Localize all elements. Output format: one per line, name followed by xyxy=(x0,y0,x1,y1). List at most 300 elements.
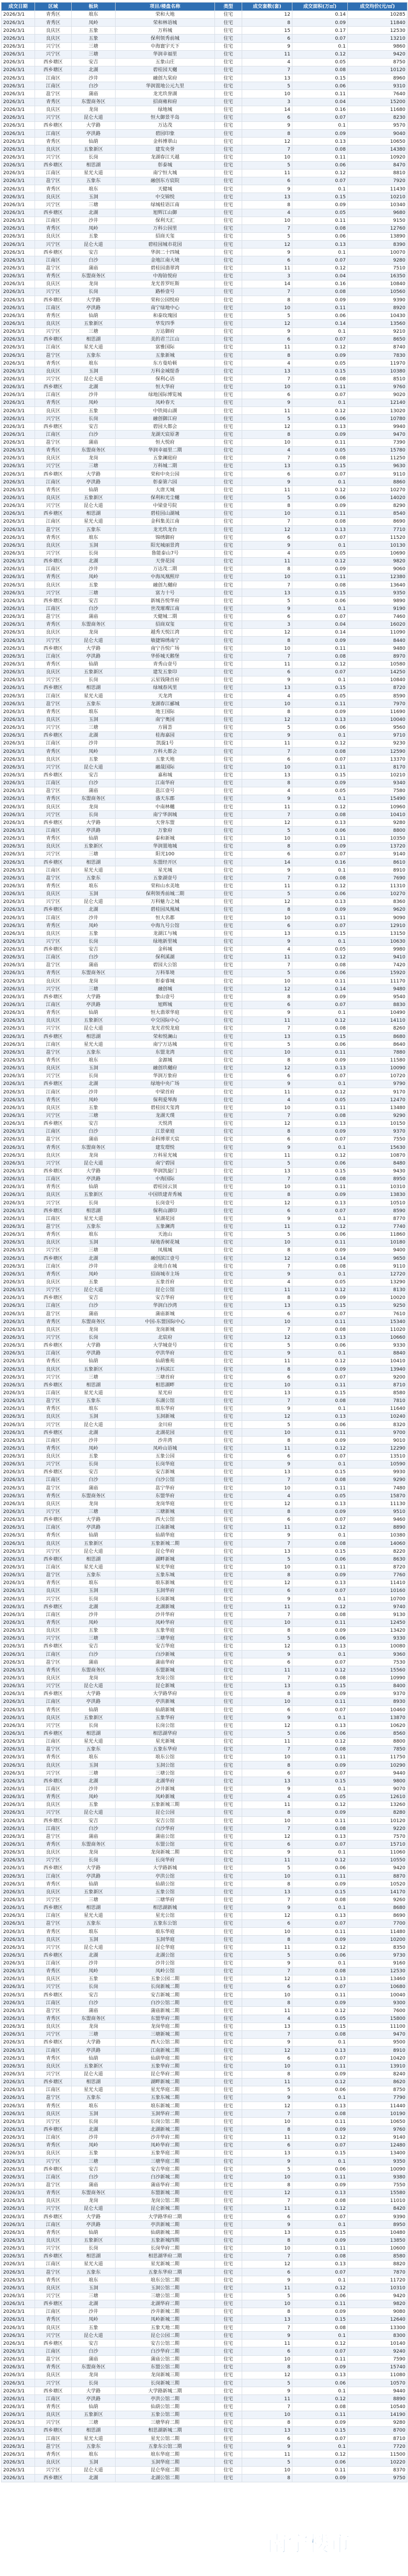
price-cell: 8920 xyxy=(348,304,407,312)
date-cell: 2026/3/1 xyxy=(2,42,35,50)
area-cell: 三塘 xyxy=(72,2030,116,2038)
area-size-cell: 0.05 xyxy=(292,359,348,367)
district-cell: 青秀区 xyxy=(35,795,72,803)
date-cell: 2026/3/1 xyxy=(2,90,35,98)
area-cell: 长岗 xyxy=(72,1199,116,1207)
project-cell: 三塘华府 xyxy=(116,1896,215,1904)
units-cell: 10 xyxy=(242,2118,292,2126)
area-size-cell: 0.13 xyxy=(292,898,348,906)
district-cell: 邕宁区 xyxy=(35,1833,72,1840)
area-cell: 相思湖 xyxy=(72,2078,116,2086)
area-cell: 沙井 xyxy=(72,1611,116,1619)
area-cell: 凤岭 xyxy=(72,748,116,755)
area-cell: 长岗 xyxy=(72,549,116,557)
district-cell: 江南区 xyxy=(35,1349,72,1357)
table-row xyxy=(2,288,407,296)
price-cell: 8510 xyxy=(348,375,407,383)
type-cell: 住宅 xyxy=(215,193,242,201)
type-cell: 住宅 xyxy=(215,898,242,906)
area-size-cell: 0.08 xyxy=(292,1825,348,1833)
date-cell: 2026/3/1 xyxy=(2,755,35,763)
area-size-cell: 0.15 xyxy=(292,2023,348,2030)
date-cell: 2026/3/1 xyxy=(2,1381,35,1389)
type-cell: 住宅 xyxy=(215,1809,242,1816)
table-row xyxy=(2,2315,407,2323)
price-cell: 7420 xyxy=(348,961,407,969)
date-cell: 2026/3/1 xyxy=(2,1294,35,1302)
area-size-cell: 0.1 xyxy=(292,2094,348,2102)
date-cell: 2026/3/1 xyxy=(2,1658,35,1666)
area-size-cell: 0.07 xyxy=(292,1452,348,1460)
type-cell: 住宅 xyxy=(215,1864,242,1872)
price-cell: 9650 xyxy=(348,1255,407,1262)
area-cell: 三塘 xyxy=(72,2419,116,2426)
district-cell: 青秀区 xyxy=(35,224,72,232)
area-size-cell: 0.12 xyxy=(292,2284,348,2292)
area-size-cell: 0.15 xyxy=(292,1033,348,1041)
date-cell: 2026/3/1 xyxy=(2,1904,35,1912)
project-cell: 嘉和城 xyxy=(116,771,215,779)
date-cell: 2026/3/1 xyxy=(2,779,35,787)
date-cell: 2026/3/1 xyxy=(2,1563,35,1571)
area-cell: 埌东 xyxy=(72,534,116,541)
area-size-cell: 0.07 xyxy=(292,850,348,858)
price-cell: 8220 xyxy=(348,1547,407,1555)
project-cell: 天悦湾 xyxy=(116,1120,215,1127)
area-size-cell: 0.16 xyxy=(292,858,348,866)
units-cell: 8 xyxy=(242,19,292,27)
table-row xyxy=(2,423,407,431)
project-cell: 三塘新城二期 xyxy=(116,2030,215,2038)
area-cell: 亭洪路 xyxy=(72,2221,116,2229)
date-cell: 2026/3/1 xyxy=(2,1642,35,1650)
area-size-cell: 0.09 xyxy=(292,2308,348,2315)
project-cell: 星光城 xyxy=(116,866,215,874)
area-size-cell: 0.08 xyxy=(292,288,348,296)
type-cell: 住宅 xyxy=(215,1437,242,1444)
area-cell: 仙葫 xyxy=(72,1706,116,1714)
units-cell: 3 xyxy=(242,272,292,280)
area-cell: 北湖 xyxy=(72,731,116,739)
units-cell: 8 xyxy=(242,1571,292,1579)
district-cell: 西乡塘区 xyxy=(35,1341,72,1349)
district-cell: 西乡塘区 xyxy=(35,906,72,913)
units-cell: 7 xyxy=(242,1967,292,1975)
units-cell: 9 xyxy=(242,1460,292,1468)
project-cell: 沙井华府 xyxy=(116,1611,215,1619)
table-row xyxy=(2,2419,407,2426)
project-cell: 昆仑华府 xyxy=(116,1547,215,1555)
price-cell: 9700 xyxy=(348,1429,407,1437)
area-cell: 三塘 xyxy=(72,1896,116,1904)
area-cell: 玉洞 xyxy=(72,1936,116,1944)
district-cell: 邕宁区 xyxy=(35,613,72,620)
units-cell: 12 xyxy=(242,628,292,636)
area-cell: 大学路 xyxy=(72,645,116,652)
price-cell: 8950 xyxy=(348,1175,407,1183)
type-cell: 住宅 xyxy=(215,1365,242,1373)
area-size-cell: 0.06 xyxy=(292,161,348,169)
table-row xyxy=(2,1025,407,1033)
table-row xyxy=(2,1651,407,1658)
units-cell: 10 xyxy=(242,304,292,312)
area-cell: 白沙 xyxy=(72,953,116,961)
district-cell: 良庆区 xyxy=(35,842,72,850)
price-cell: 10080 xyxy=(348,1642,407,1650)
area-cell: 蒲庙 xyxy=(72,787,116,795)
area-size-cell: 0.09 xyxy=(292,431,348,438)
type-cell: 住宅 xyxy=(215,2181,242,2189)
district-cell: 青秀区 xyxy=(35,1405,72,1413)
area-cell: 埌东 xyxy=(72,1753,116,1761)
price-cell: 13940 xyxy=(348,1365,407,1373)
table-row xyxy=(2,2023,407,2030)
project-cell: 金科博翠山 xyxy=(116,138,215,145)
type-cell: 住宅 xyxy=(215,50,242,58)
table-row xyxy=(2,2252,407,2260)
price-cell: 15800 xyxy=(348,2015,407,2023)
project-cell: 荣和悦澜山 xyxy=(116,1033,215,1041)
date-cell: 2026/3/1 xyxy=(2,1223,35,1230)
project-cell: 恒大名都 xyxy=(116,914,215,922)
project-cell: 融创城 xyxy=(116,985,215,993)
type-cell: 住宅 xyxy=(215,1777,242,1785)
date-cell: 2026/3/1 xyxy=(2,945,35,953)
price-cell: 7480 xyxy=(348,1484,407,1492)
area-size-cell: 0.1 xyxy=(292,605,348,613)
district-cell: 邕宁区 xyxy=(35,1397,72,1405)
table-row xyxy=(2,1413,407,1420)
price-cell: 13720 xyxy=(348,842,407,850)
area-cell: 龙岗 xyxy=(72,628,116,636)
type-cell: 住宅 xyxy=(215,304,242,312)
project-cell: 碧桂园天樾 xyxy=(116,66,215,74)
table-row xyxy=(2,1357,407,1365)
project-cell: 东盟华府二期 xyxy=(116,2015,215,2023)
units-cell: 10 xyxy=(242,1563,292,1571)
units-cell: 9 xyxy=(242,1959,292,1967)
project-cell: 北湖新城 xyxy=(116,1603,215,1611)
table-row xyxy=(2,312,407,320)
project-cell: 江南新城二期 xyxy=(116,2047,215,2054)
date-cell: 2026/3/1 xyxy=(2,890,35,898)
table-row xyxy=(2,2268,407,2276)
table-row xyxy=(2,272,407,280)
date-cell: 2026/3/1 xyxy=(2,1626,35,1634)
area-cell: 龙岗 xyxy=(72,1674,116,1682)
price-cell: 8690 xyxy=(348,518,407,526)
date-cell: 2026/3/1 xyxy=(2,1777,35,1785)
project-cell: 碧桂园云顶 xyxy=(116,1183,215,1191)
area-size-cell: 0.11 xyxy=(292,1429,348,1437)
table-row xyxy=(2,1555,407,1563)
date-cell: 2026/3/1 xyxy=(2,2340,35,2347)
date-cell: 2026/3/1 xyxy=(2,811,35,819)
district-cell: 江南区 xyxy=(35,1651,72,1658)
table-row xyxy=(2,1302,407,1309)
price-cell: 9020 xyxy=(348,391,407,399)
district-cell: 良庆区 xyxy=(35,628,72,636)
area-cell: 五象 xyxy=(72,35,116,42)
units-cell: 5 xyxy=(242,82,292,90)
area-size-cell: 0.09 xyxy=(292,296,348,304)
district-cell: 邕宁区 xyxy=(35,1310,72,1318)
project-cell: 龙岗公馆 xyxy=(116,1674,215,1682)
date-cell: 2026/3/1 xyxy=(2,518,35,526)
project-cell: 东盟新城 xyxy=(116,1666,215,1674)
area-cell: 安吉 xyxy=(72,597,116,605)
type-cell: 住宅 xyxy=(215,1025,242,1033)
table-row xyxy=(2,2395,407,2403)
project-cell: 方圆荟 xyxy=(116,724,215,731)
area-cell: 蒲庙 xyxy=(72,438,116,446)
date-cell: 2026/3/1 xyxy=(2,819,35,827)
date-cell: 2026/3/1 xyxy=(2,716,35,724)
date-cell: 2026/3/1 xyxy=(2,1096,35,1104)
project-cell: 东盟新城二期 xyxy=(116,2189,215,2197)
date-cell: 2026/3/1 xyxy=(2,1255,35,1262)
district-cell: 兴宁区 xyxy=(35,241,72,248)
area-size-cell: 0.09 xyxy=(292,1809,348,1816)
units-cell: 5 xyxy=(242,724,292,731)
area-size-cell: 0.12 xyxy=(292,486,348,494)
type-cell: 住宅 xyxy=(215,1983,242,1991)
table-row xyxy=(2,803,407,811)
area-size-cell: 0.1 xyxy=(292,1215,348,1223)
project-cell: 万达御府 xyxy=(116,327,215,335)
project-cell: 玉洞公馆 xyxy=(116,1761,215,1769)
area-cell: 昆仑大道 xyxy=(72,1159,116,1167)
price-cell: 15780 xyxy=(348,446,407,454)
price-cell: 10720 xyxy=(348,1072,407,1080)
type-cell: 住宅 xyxy=(215,700,242,708)
type-cell: 住宅 xyxy=(215,2078,242,2086)
table-row xyxy=(2,1730,407,1737)
table-row xyxy=(2,169,407,177)
area-size-cell: 0.11 xyxy=(292,1872,348,1880)
area-cell: 凤岭 xyxy=(72,1096,116,1104)
area-cell: 亭洪路 xyxy=(72,1698,116,1705)
district-cell: 兴宁区 xyxy=(35,589,72,597)
units-cell: 8 xyxy=(242,352,292,359)
project-cell: 龙湖江与城 xyxy=(116,930,215,937)
table-row xyxy=(2,922,407,930)
area-size-cell: 0.1 xyxy=(292,1270,348,1278)
area-cell: 沙井 xyxy=(72,565,116,573)
price-cell: 11010 xyxy=(348,2197,407,2205)
table-row xyxy=(2,90,407,98)
table-row xyxy=(2,486,407,494)
table-row xyxy=(2,779,407,787)
units-cell: 8 xyxy=(242,842,292,850)
district-cell: 兴宁区 xyxy=(35,724,72,731)
table-row xyxy=(2,98,407,106)
type-cell: 住宅 xyxy=(215,1484,242,1492)
type-cell: 住宅 xyxy=(215,1626,242,1634)
type-cell: 住宅 xyxy=(215,1381,242,1389)
project-cell: 龙湖春江郦城 xyxy=(116,700,215,708)
area-size-cell: 0.09 xyxy=(292,502,348,510)
area-cell: 五象东 xyxy=(72,1919,116,1927)
date-cell: 2026/3/1 xyxy=(2,1547,35,1555)
units-cell: 12 xyxy=(242,241,292,248)
units-cell: 12 xyxy=(242,11,292,19)
area-size-cell: 0.11 xyxy=(292,914,348,922)
units-cell: 14 xyxy=(242,106,292,114)
area-size-cell: 0.1 xyxy=(292,1460,348,1468)
type-cell: 住宅 xyxy=(215,2141,242,2149)
type-cell: 住宅 xyxy=(215,2030,242,2038)
units-cell: 11 xyxy=(242,1856,292,1864)
district-cell: 西乡塘区 xyxy=(35,1207,72,1215)
district-cell: 良庆区 xyxy=(35,581,72,589)
units-cell: 12 xyxy=(242,2260,292,2268)
district-cell: 邕宁区 xyxy=(35,700,72,708)
project-cell: 安吉公馆 xyxy=(116,1817,215,1825)
district-cell: 西乡塘区 xyxy=(35,66,72,74)
type-cell: 住宅 xyxy=(215,145,242,153)
type-cell: 住宅 xyxy=(215,1033,242,1041)
table-row xyxy=(2,1246,407,1254)
district-cell: 良庆区 xyxy=(35,1016,72,1024)
date-cell: 2026/3/1 xyxy=(2,510,35,517)
project-cell: 五象东公馆 xyxy=(116,1919,215,1927)
project-cell: 龙湖春江天越 xyxy=(116,153,215,161)
table-row xyxy=(2,367,407,375)
price-cell: 9280 xyxy=(348,2419,407,2426)
price-cell: 10990 xyxy=(348,1674,407,1682)
district-cell: 江南区 xyxy=(35,82,72,90)
type-cell: 住宅 xyxy=(215,241,242,248)
district-cell: 江南区 xyxy=(35,2221,72,2229)
type-cell: 住宅 xyxy=(215,1951,242,1959)
price-cell: 10510 xyxy=(348,1199,407,1207)
date-cell: 2026/3/1 xyxy=(2,2403,35,2411)
date-cell: 2026/3/1 xyxy=(2,391,35,399)
area-cell: 沙井 xyxy=(72,1437,116,1444)
units-cell: 10 xyxy=(242,1817,292,1825)
area-cell: 大学路 xyxy=(72,1516,116,1523)
district-cell: 兴宁区 xyxy=(35,1246,72,1254)
units-cell: 7 xyxy=(242,454,292,462)
date-cell: 2026/3/1 xyxy=(2,1112,35,1120)
date-cell: 2026/3/1 xyxy=(2,1801,35,1809)
project-cell: 龙岗华庭 xyxy=(116,1500,215,1508)
area-size-cell: 0.13 xyxy=(292,1642,348,1650)
type-cell: 住宅 xyxy=(215,834,242,842)
units-cell: 12 xyxy=(242,2371,292,2379)
area-cell: 五象新区 xyxy=(72,1714,116,1722)
type-cell: 住宅 xyxy=(215,296,242,304)
type-cell: 住宅 xyxy=(215,2007,242,2015)
project-cell: 凤岭公馆 xyxy=(116,1967,215,1975)
area-cell: 五象东 xyxy=(72,526,116,534)
district-cell: 良庆区 xyxy=(35,2236,72,2244)
table-row xyxy=(2,193,407,201)
project-cell: 沙井新城二期 xyxy=(116,2308,215,2315)
area-cell: 三塘 xyxy=(72,589,116,597)
project-cell: 大学城壹号 xyxy=(116,1341,215,1349)
date-cell: 2026/3/1 xyxy=(2,2047,35,2054)
type-cell: 住宅 xyxy=(215,1159,242,1167)
district-cell: 良庆区 xyxy=(35,1104,72,1112)
area-size-cell: 0.07 xyxy=(292,470,348,478)
area-cell: 埌东 xyxy=(72,11,116,19)
type-cell: 住宅 xyxy=(215,2466,242,2474)
table-row xyxy=(2,652,407,660)
price-cell: 9210 xyxy=(348,327,407,335)
district-cell: 青秀区 xyxy=(35,2054,72,2062)
area-size-cell: 0.1 xyxy=(292,1080,348,1088)
date-cell: 2026/3/1 xyxy=(2,58,35,66)
area-size-cell: 0.07 xyxy=(292,534,348,541)
units-cell: 7 xyxy=(242,2403,292,2411)
price-cell: 14170 xyxy=(348,1888,407,1896)
area-size-cell: 0.1 xyxy=(292,327,348,335)
date-cell: 2026/3/1 xyxy=(2,589,35,597)
area-size-cell: 0.12 xyxy=(292,264,348,272)
project-cell: 长岗新城 xyxy=(116,1595,215,1603)
project-cell: 旭辉城 xyxy=(116,1001,215,1009)
type-cell: 住宅 xyxy=(215,19,242,27)
units-cell: 7 xyxy=(242,1326,292,1334)
units-cell: 11 xyxy=(242,1286,292,1294)
price-cell: 8720 xyxy=(348,1563,407,1571)
units-cell: 6 xyxy=(242,1840,292,1848)
units-cell: 6 xyxy=(242,668,292,676)
type-cell: 住宅 xyxy=(215,74,242,82)
district-cell: 良庆区 xyxy=(35,1365,72,1373)
type-cell: 住宅 xyxy=(215,652,242,660)
units-cell: 9 xyxy=(242,248,292,256)
date-cell: 2026/3/1 xyxy=(2,2094,35,2102)
type-cell: 住宅 xyxy=(215,1135,242,1143)
area-cell: 仙葫 xyxy=(72,660,116,668)
price-cell: 10020 xyxy=(348,1294,407,1302)
project-cell: 昆仑华庭 xyxy=(116,1944,215,1951)
table-row xyxy=(2,1904,407,1912)
table-row xyxy=(2,2086,407,2094)
date-cell: 2026/3/1 xyxy=(2,549,35,557)
date-cell: 2026/3/1 xyxy=(2,1278,35,1286)
table-row xyxy=(2,2110,407,2118)
date-cell: 2026/3/1 xyxy=(2,145,35,153)
table-row xyxy=(2,763,407,771)
district-cell: 青秀区 xyxy=(35,1183,72,1191)
project-cell: 安吉华庭 xyxy=(116,1642,215,1650)
price-cell: 11750 xyxy=(348,1753,407,1761)
area-cell: 昆仑大道 xyxy=(72,2070,116,2078)
table-row xyxy=(2,1492,407,1500)
units-cell: 13 xyxy=(242,1167,292,1175)
type-cell: 住宅 xyxy=(215,2458,242,2466)
price-cell: 9440 xyxy=(348,2387,407,2395)
table-row xyxy=(2,842,407,850)
date-cell: 2026/3/1 xyxy=(2,541,35,549)
district-cell: 青秀区 xyxy=(35,1532,72,1540)
price-cell: 9110 xyxy=(348,470,407,478)
date-cell: 2026/3/1 xyxy=(2,1421,35,1429)
table-row xyxy=(2,1523,407,1531)
project-cell: 荣和中央公园 xyxy=(116,470,215,478)
district-cell: 西乡塘区 xyxy=(35,1817,72,1825)
area-cell: 龙岗 xyxy=(72,1151,116,1159)
area-cell: 沙井 xyxy=(72,391,116,399)
table-row xyxy=(2,185,407,193)
area-cell: 安吉 xyxy=(72,945,116,953)
units-cell: 12 xyxy=(242,1064,292,1072)
price-cell: 9460 xyxy=(348,1516,407,1523)
